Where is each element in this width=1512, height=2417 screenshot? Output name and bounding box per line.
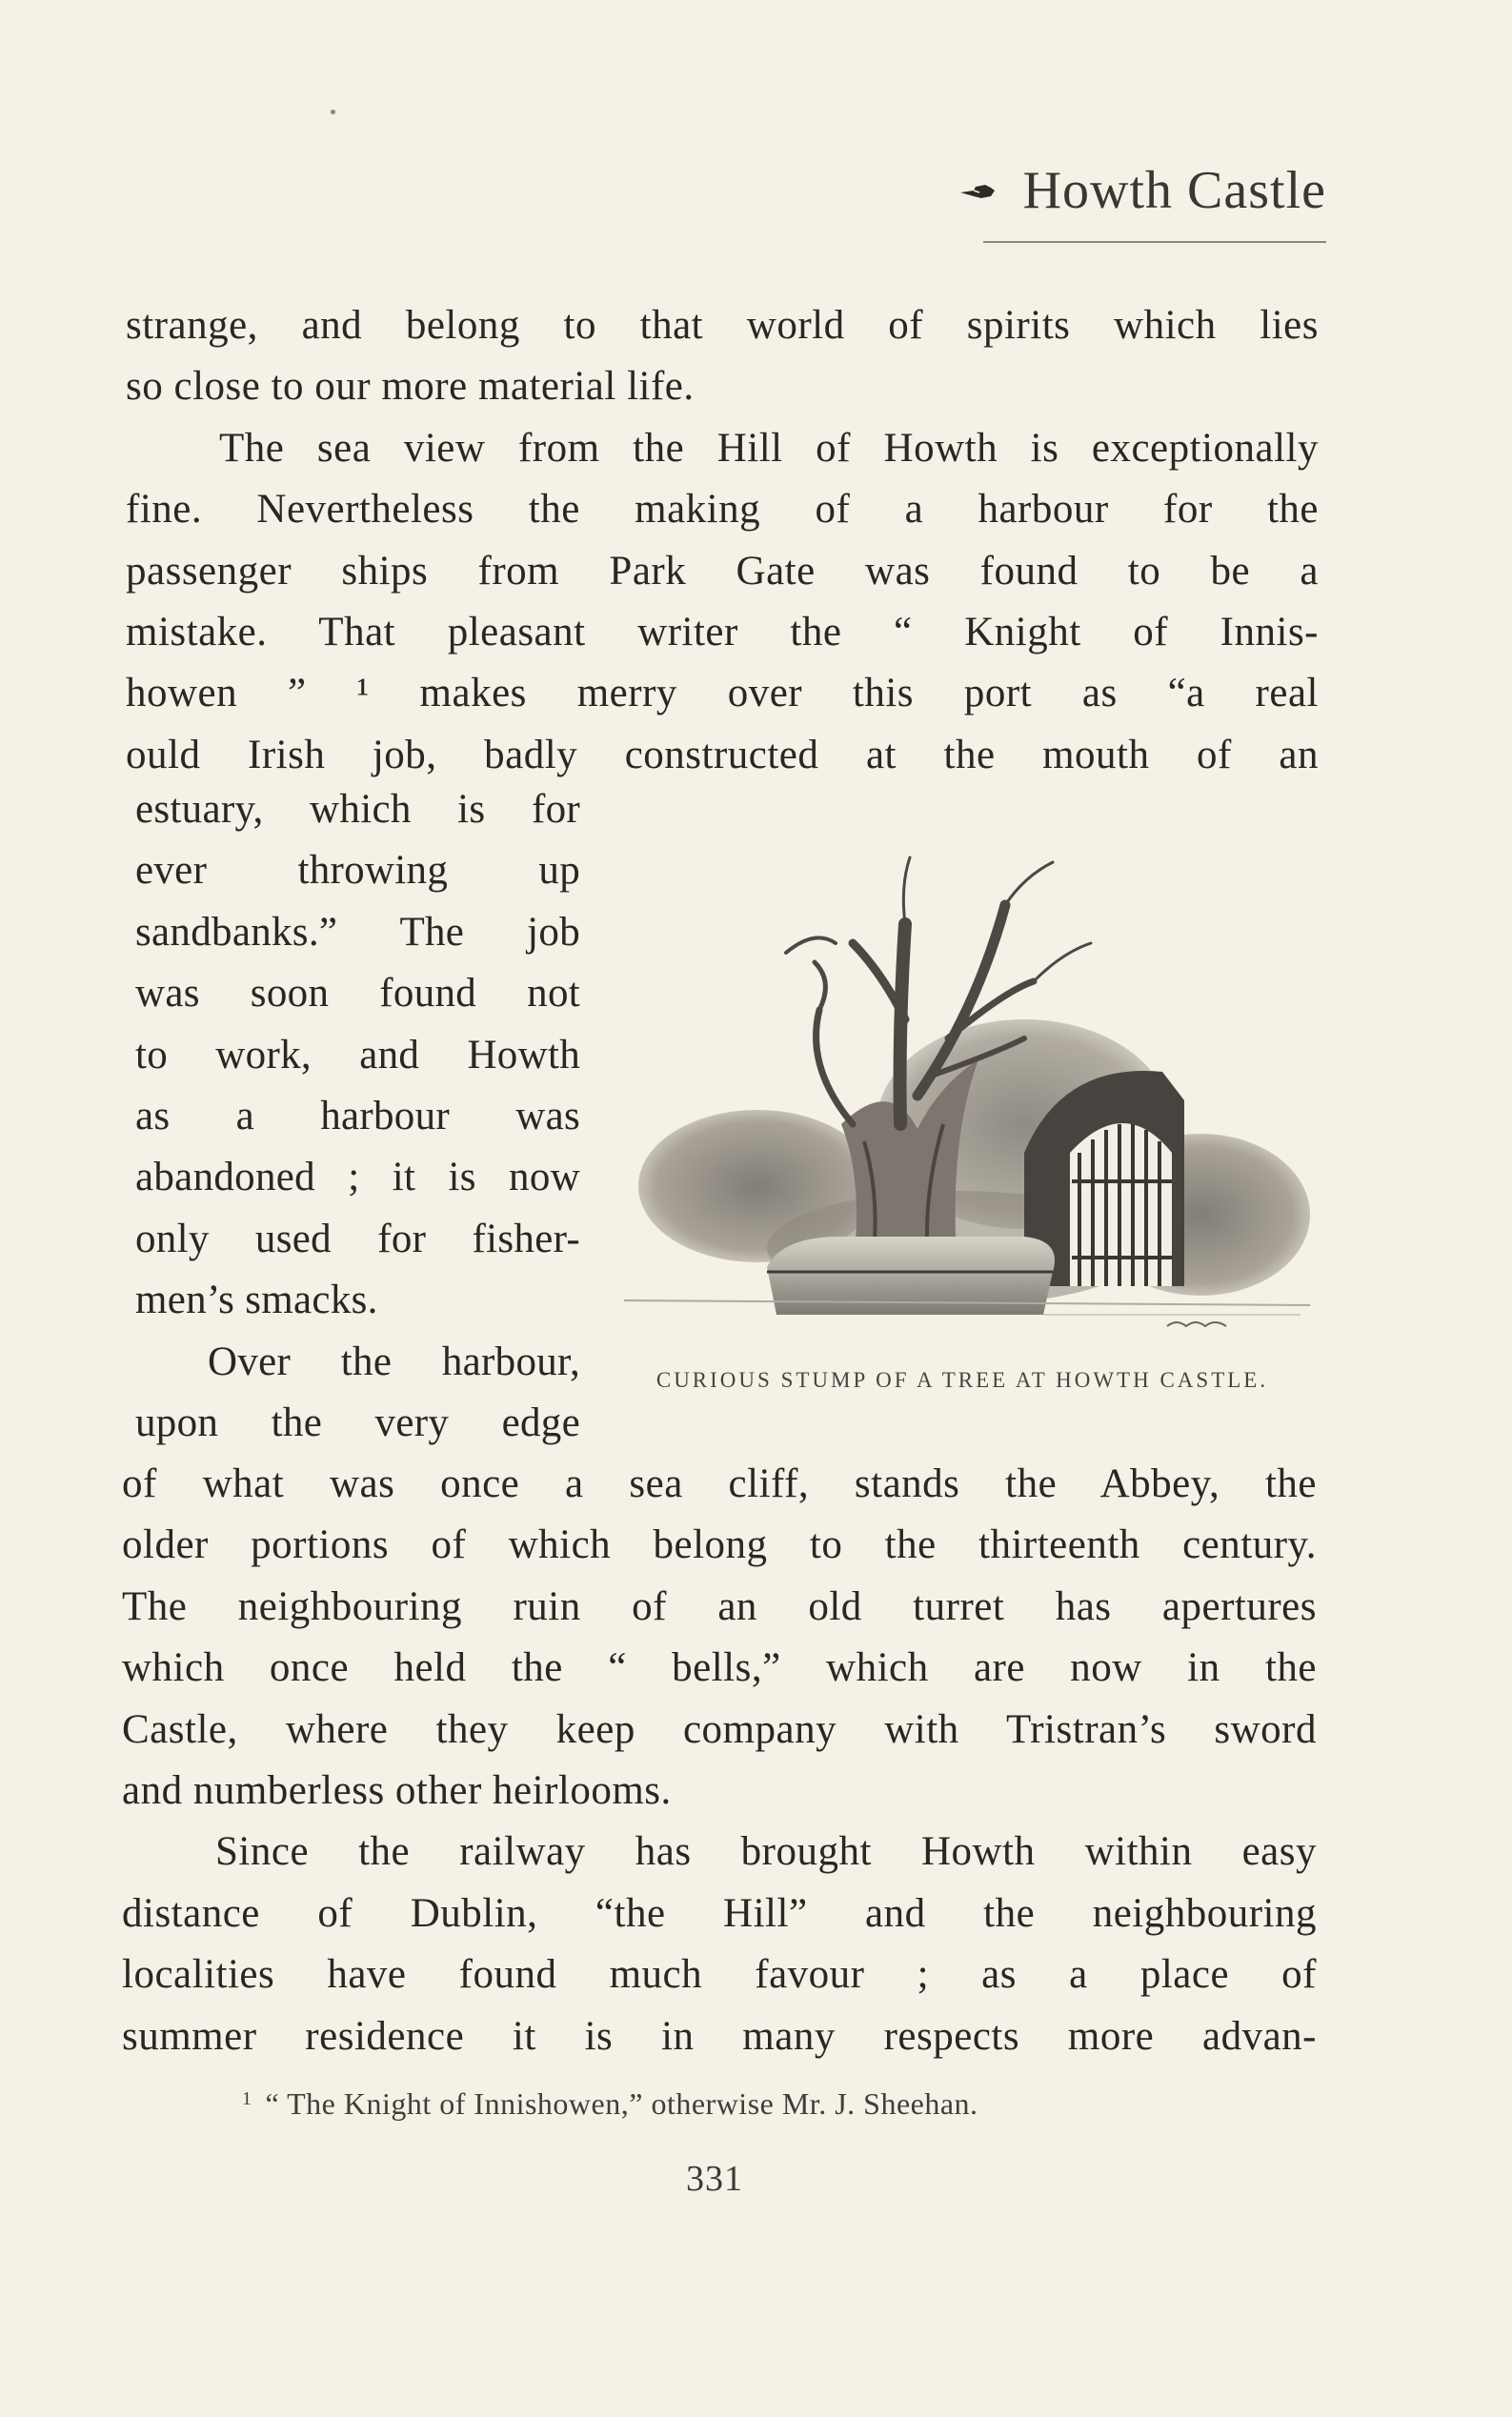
text-line: Since the railway has brought Howth within easy xyxy=(215,1829,1317,1875)
footnote xyxy=(242,2086,978,2122)
body-text-bottom xyxy=(122,1454,1317,2067)
paper-speck xyxy=(331,110,335,114)
text-line: sandbanks.” The job xyxy=(135,909,580,955)
page-number: 331 xyxy=(686,2159,743,2199)
text-line: summer residence it is in many respects more advan- xyxy=(122,2013,1317,2059)
text-line: mistake. That pleasant writer the “ Knight of Innis- xyxy=(126,610,1319,655)
text-line: and numberless other heirlooms. xyxy=(122,1768,672,1814)
text-line: to work, and Howth xyxy=(135,1032,580,1078)
text-line: howen ” ¹ makes merry over this port as “a real xyxy=(126,671,1319,716)
running-head xyxy=(958,160,1326,221)
running-head-title: Howth Castle xyxy=(1022,161,1326,220)
text-line: estuary, which is for xyxy=(135,787,580,832)
text-line: was soon found not xyxy=(135,971,580,1017)
text-line: men’s smacks. xyxy=(135,1278,378,1323)
tree-stump-drawing xyxy=(615,838,1320,1334)
text-line: abandoned ; it is now xyxy=(135,1155,580,1200)
text-line: passenger ships from Park Gate was found to be a xyxy=(126,548,1319,594)
text-line: Over the harbour, xyxy=(208,1339,580,1384)
text-line: of what was once a sea cliff, stands the Abbey, the xyxy=(122,1461,1317,1506)
text-line: The sea view from the Hill of Howth is exceptionally xyxy=(219,425,1319,471)
text-line: distance of Dublin, “the Hill” and the neighbouring xyxy=(122,1890,1317,1936)
text-line: upon the very edge xyxy=(135,1400,580,1446)
text-line: which once held the “ bells,” which are now in the xyxy=(122,1645,1317,1691)
text-line: so close to our more material life. xyxy=(126,364,695,410)
text-line: Castle, where they keep company with Tristran’s sword xyxy=(122,1706,1317,1752)
text-line: older portions of which belong to the thirteenth century. xyxy=(122,1522,1317,1568)
text-line: localities have found much favour ; as a place of xyxy=(122,1952,1317,1998)
footnote-marker: 1 xyxy=(242,2088,252,2109)
text-line: ould Irish job, badly constructed at the mouth of an xyxy=(126,732,1319,777)
text-line: strange, and belong to that world of spirits which lies xyxy=(126,303,1319,348)
text-line: The neighbouring ruin of an old turret has apertures xyxy=(122,1583,1317,1629)
body-text-top xyxy=(126,295,1319,786)
text-line: as a harbour was xyxy=(135,1094,580,1139)
figure-caption: CURIOUS STUMP OF A TREE AT HOWTH CASTLE. xyxy=(655,1368,1269,1392)
text-line: ever throwing up xyxy=(135,848,580,894)
body-text-wrap xyxy=(135,779,580,1454)
text-line: only used for fisher- xyxy=(135,1216,580,1261)
text-line: fine. Nevertheless the making of a harbour for the xyxy=(126,487,1319,533)
hand-pointer-icon xyxy=(958,177,997,204)
tree-stump-illustration xyxy=(615,838,1320,1334)
header-rule xyxy=(983,241,1326,243)
footnote-text: “ The Knight of Innishowen,” otherwise Mr. J. Sheehan. xyxy=(265,2086,978,2121)
